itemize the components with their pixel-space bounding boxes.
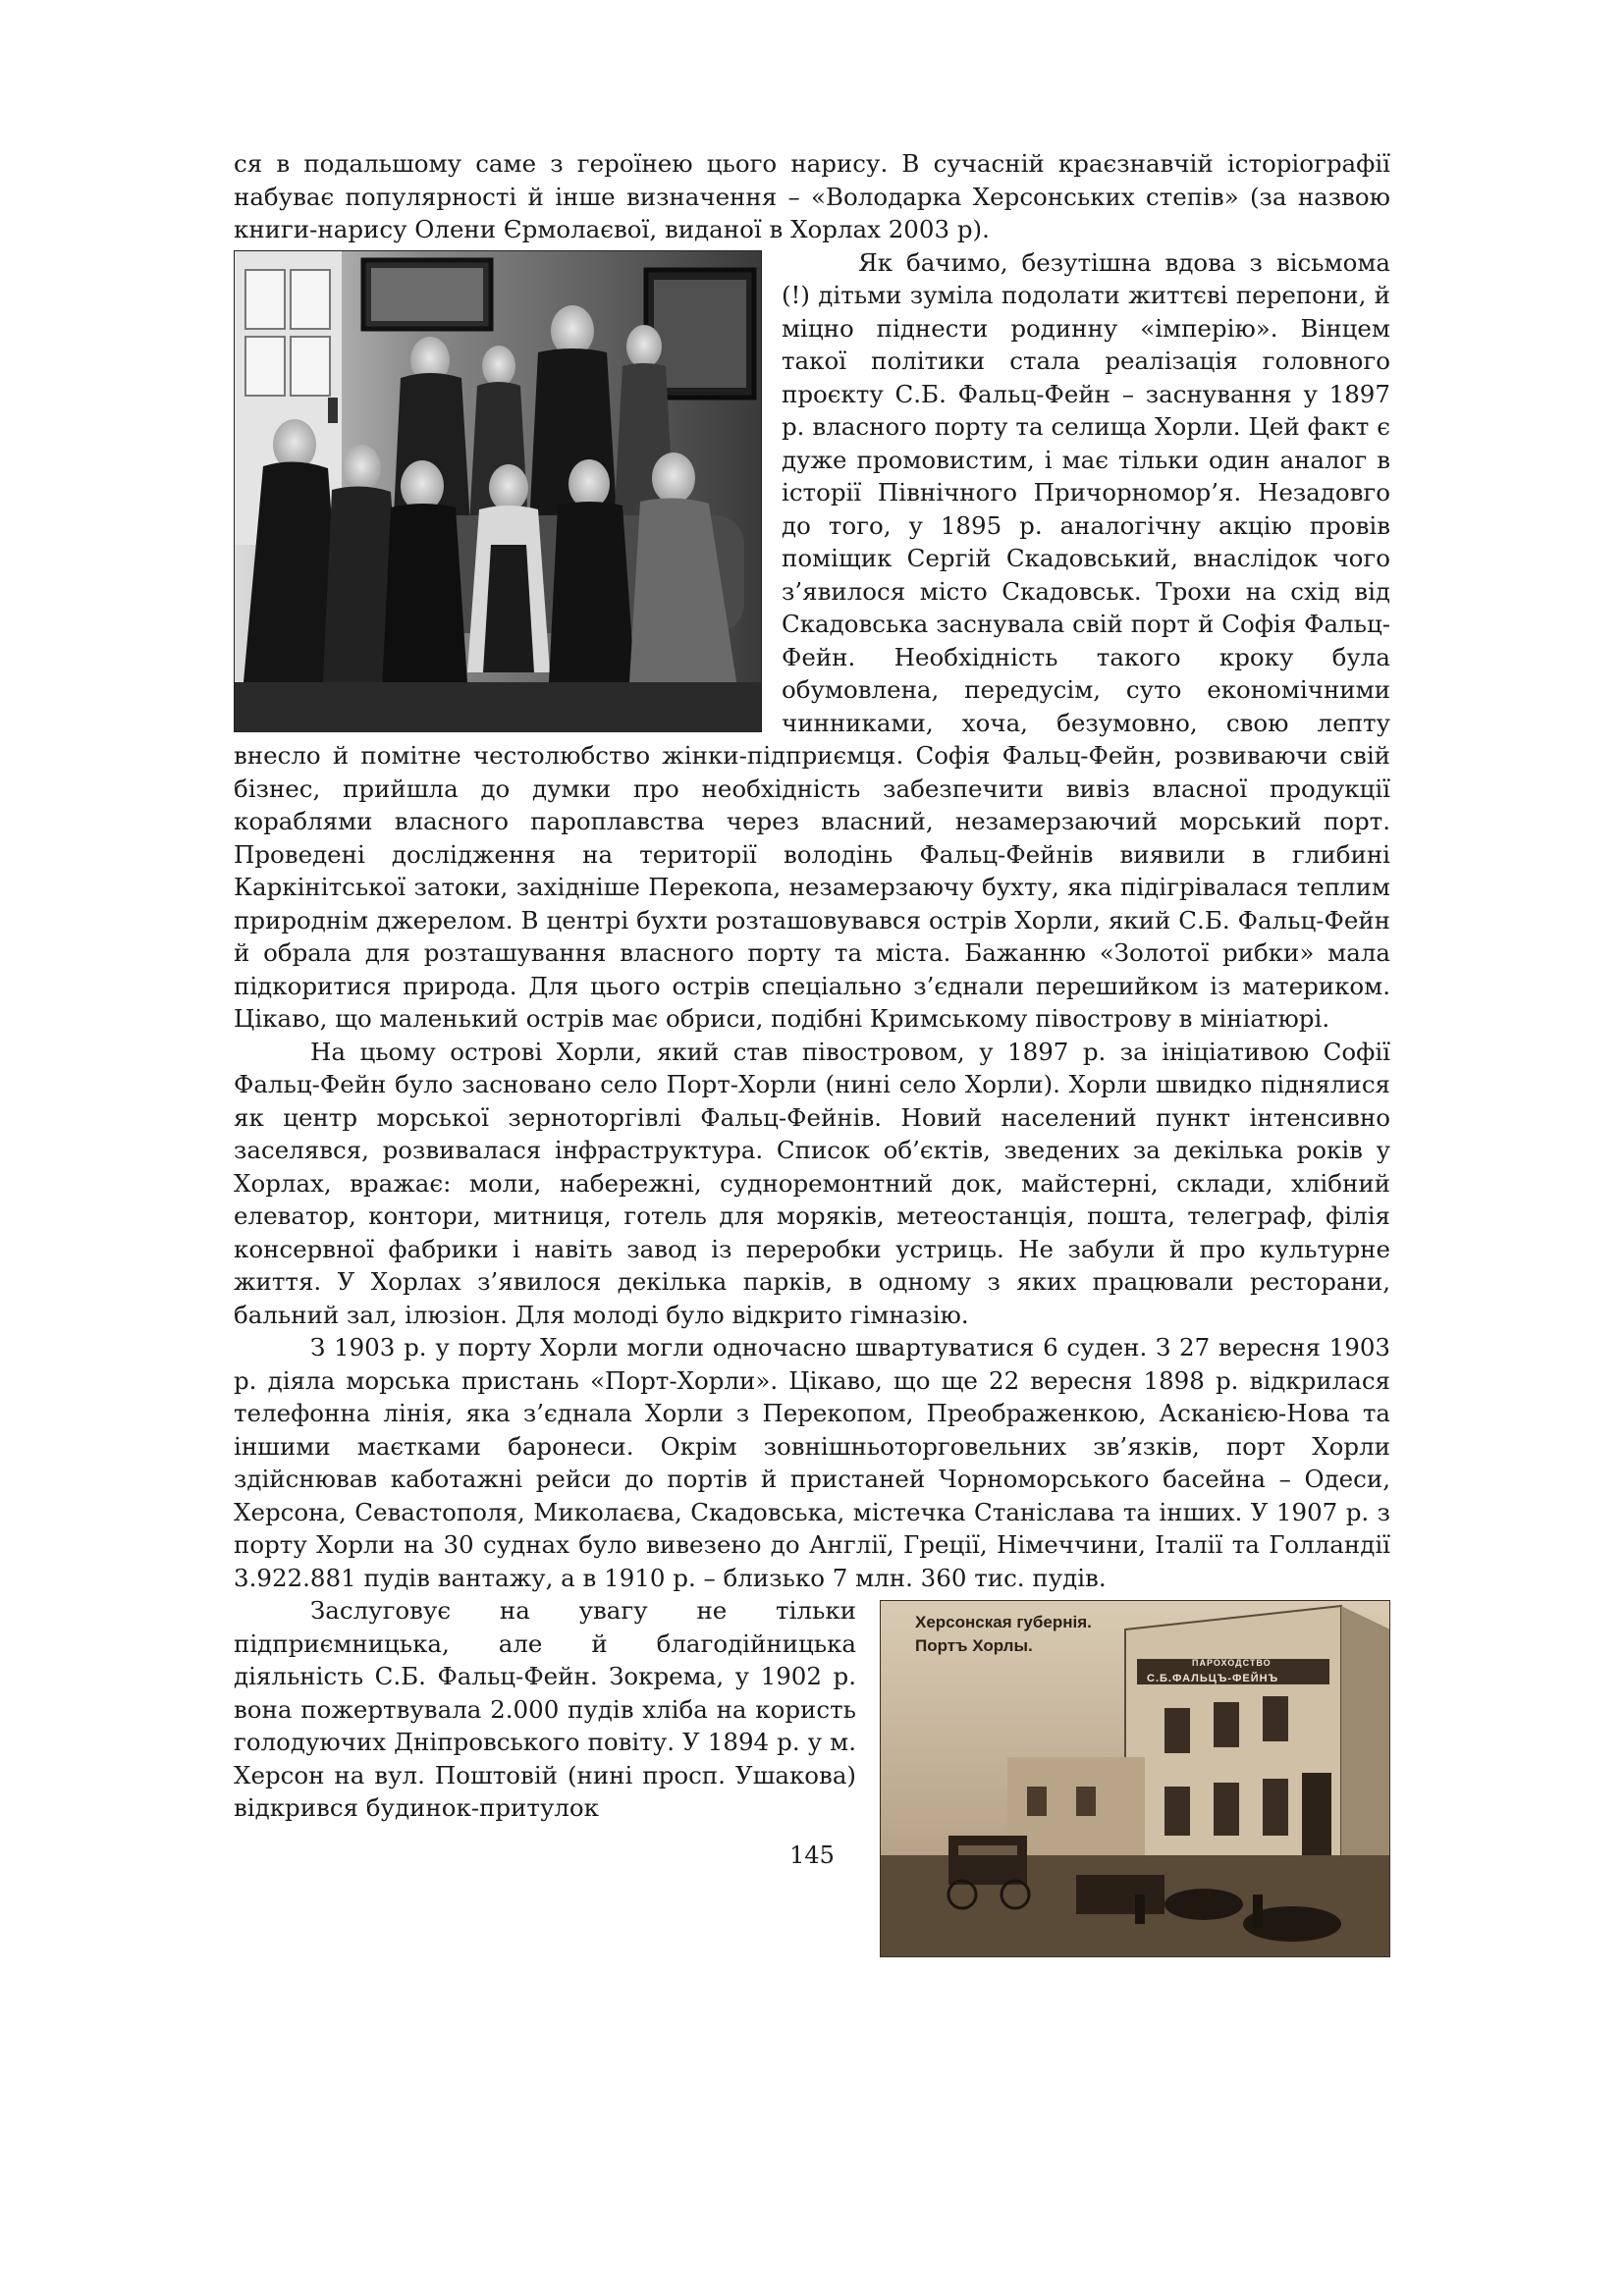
paragraph-2: Як бачимо, безутішна вдова з вісьмома (!) дітьми зуміла подолати життєві перепони, й міцно піднести родинну «імперію». Вінцем такої політики стала реалізація головного проєкту С.Б. Фальц-Фейн – заснування у 1897 р. власного порту та селища Хорли. Цей факт є дуже промовистим, і має тільки один аналог в історії Північного Причорномор’я. Незадовго до того, у 1895 р. аналогічну акцію провів поміщик Сергій Скадовський, внаслідок чого з’явилося місто Скадовськ. Трохи на схід від Скадовська заснувала свій порт й Софія Фальц-Фейн. Необхідність такого кроку була обумовлена, передусім, суто економічними чинниками, хоча, безумовно, свою лепту внесло й помітне честолюбство жінки-підприємця. Софія Фальц-Фейн, розвиваючи свій бізнес, прийшла до думки про необхідність забезпечити вивіз власної продукції кораблями власного пароплавства через власний, незамерзаючий морський порт. Проведені дослідження на території володінь Фальц-Фейнів виявили в глибині Каркінітської затоки, західніше Перекопа, незамерзаючу бухту, яка підігрівалася теплим природнім джерелом. В центрі бухти розташовувався острів Хорли, який С.Б. Фальц-Фейн й обрала для розташування власного порту та міста. Бажанню «Золотої рибки» мала підкоритися природа. Для цього острів спеціально з’єднали перешийком із материком. Цікаво, що маленький острів має обриси, подібні Кримському півострову в мініатюрі. bbox=[234, 247, 1390, 1033]
building-sign-main: С.Б.ФАЛЬЦЪ-ФЕЙНЪ bbox=[1147, 1673, 1279, 1684]
postcard-caption-line-1: Херсонская губернія. bbox=[915, 1613, 1092, 1631]
building-sign-top: ПАРОХОДСТВО bbox=[1192, 1658, 1272, 1668]
postcard-caption-line-2: Портъ Хорлы. bbox=[915, 1636, 1033, 1655]
port-khorly-postcard bbox=[880, 1600, 1390, 1957]
paragraph-1: ся в подальшому саме з героїнею цього нарису. В сучасній краєзнавчій історіографії набуває популярності й інше визначення – «Володарка Херсонських степів» (за назвою книги-нарису Олени Єрмолаєвої, виданої в Хорлах 2003 р). bbox=[234, 149, 1390, 243]
paragraph-4-part bbox=[234, 1331, 1390, 1594]
paragraph-3: На цьому острові Хорли, який став півостровом, у 1897 р. за ініціативою Софії Фальц-Фейн було засновано село Порт-Хорли (нині село Хорли). Хорли швидко піднялися як центр морської зерноторгівлі Фальц-Фейнів. Новий населений пункт інтенсивно заселявся, розвивалася інфраструктура. Список об’єктів, зведених за декілька років у Хорлах, вражає: моли, набережні, судноремонтний док, майстерні, склади, хлібний елеватор, контори, митниця, готель для моряків, метеостанція, пошта, телеграф, філія консервної фабрики і навіть завод із переробки устриць. Не забули й про культурне життя. У Хорлах з’явилося декілька парків, в одному з яких працювали ресторани, бальний зал, ілюзіон. Для молоді було відкрито гімназію. bbox=[234, 1037, 1390, 1329]
family-group-photo bbox=[234, 250, 762, 732]
paragraph-4-text: З 1903 р. у порту Хорли могли одночасно швартуватися 6 суден. З 27 вересня 1903 р. діяла морська пристань «Порт-Хорли». Цікаво, що ще 22 вересня 1898 р. відкрилася телефонна лінія, яка з’єднала Хорли з Перекопом, Преображенкою, Асканією-Нова та іншими маєтками баронеси. Окрім зовнішньоторговельних зв’язків, порт Хорли здійснював каботажні рейси до портів й пристаней Чорноморського басейна – Одеси, Херсона, Севастополя, Миколаєва, Скадовська, містечка Станіслава та інших. У 1907 р. з порту Хорли на 30 суднах було вивезено до Англії, Греції, Німеччини, Італії та Голландії 3.922.881 пудів вантажу, а в 1910 р. – близько 7 млн. 360 тис. пудів. bbox=[234, 1333, 1390, 1592]
paragraph-5: Заслуговує на увагу не тільки підприємницька, але й благодійницька діяльність С.Б. Фальц-Фейн. Зокрема, у 1902 р. вона пожертвувала 2.000 пудів хліба на користь голодуючих Дніпровського повіту. У 1894 р. у м. Херсон на вул. Поштовій (нині просп. Ушакова) відкрився будинок-притулок bbox=[234, 1596, 856, 1822]
page-number: 145 bbox=[789, 1842, 835, 1869]
text-column bbox=[234, 147, 1390, 1963]
